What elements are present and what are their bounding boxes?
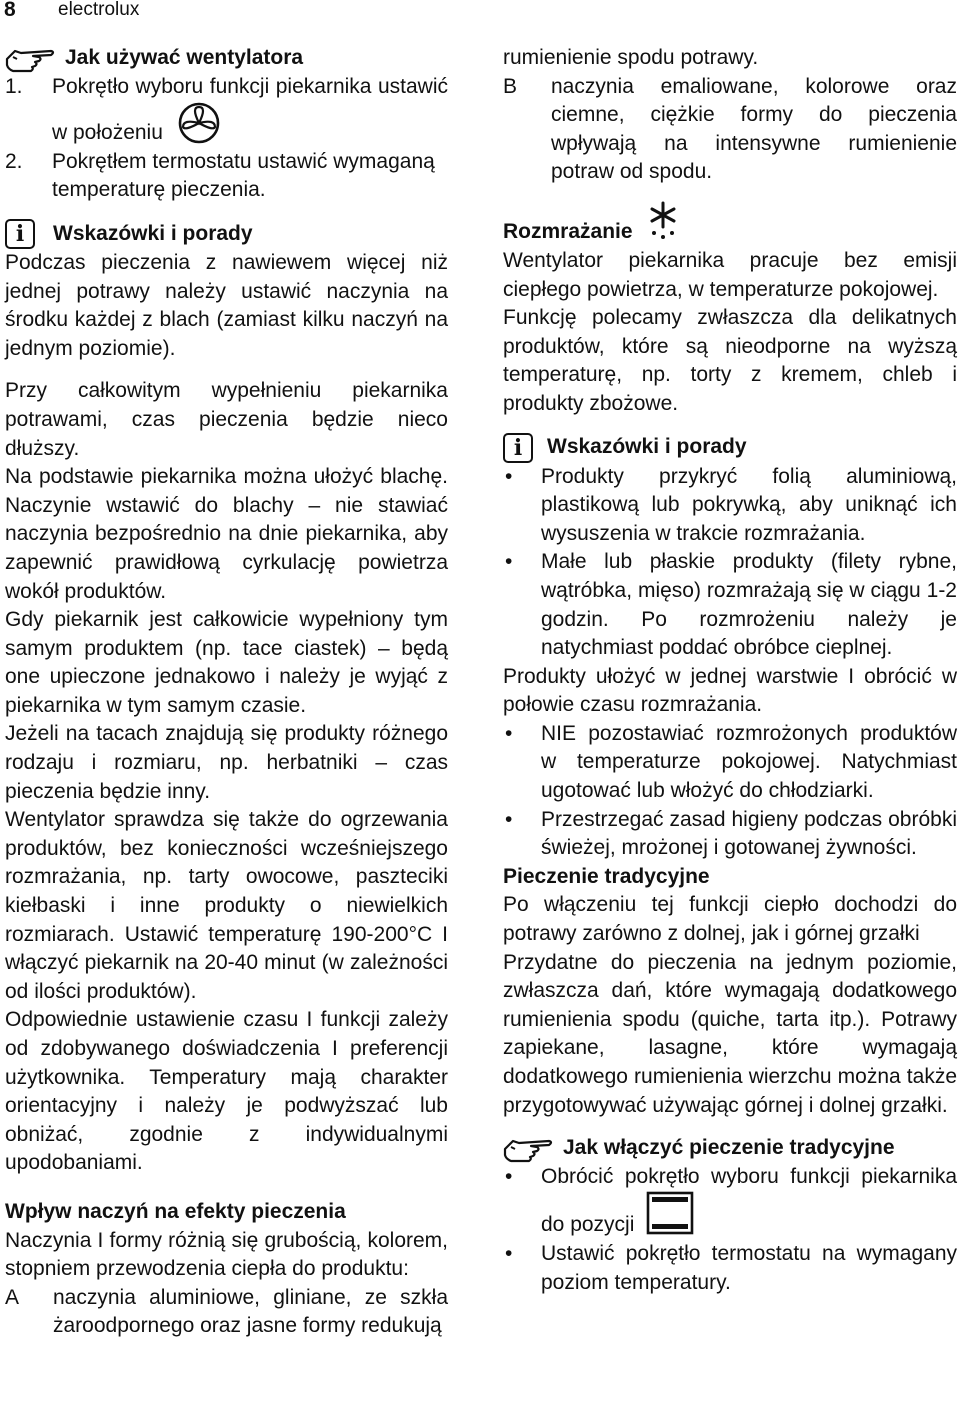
- tips-heading-row: [503, 433, 957, 463]
- fan-icon: [177, 101, 221, 145]
- paragraph: Podczas pieczenia z nawiewem więcej niż jednej potrawy należy ustawić naczynia na środku każdej z blach (zamiast kilku naczyń na jednym poziomie).: [5, 250, 448, 360]
- list-item: • Produkty przykryć folią aluminiową, plastikową lub pokrywką, aby uniknąć ich wysuszenia w trakcie rozmrażania.: [503, 463, 957, 549]
- defrost-heading: Rozmrażanie: [503, 220, 633, 244]
- fan-heading: Jak używać wentylatora: [65, 46, 304, 69]
- top-bottom-heat-icon: [646, 1191, 694, 1235]
- left-column: [5, 44, 448, 1341]
- dish-letter: A: [5, 1285, 20, 1309]
- dish-intro: Naczynia I formy różnią się grubością, kolorem, stopniem przewodzenia ciepła do produktu:: [5, 1228, 448, 1281]
- tips-heading: Wskazówki i porady: [547, 435, 747, 459]
- traditional-heading: Pieczenie tradycyjne: [503, 864, 710, 888]
- tips-list: [503, 720, 957, 863]
- step-number: 1.: [5, 74, 23, 98]
- step-item: [5, 148, 448, 205]
- defrost-heading-row: [503, 201, 957, 247]
- step-item: [5, 73, 448, 148]
- paragraph: Odpowiednie ustawienie czasu I funkcji zależy od zdobywanego doświadczenia I preferencji użytkownika. Temperatury mają charakter orientacyjny i należy je podwyższać lub obniżać, zgodnie z indywidualnymi upodobaniami.: [5, 1008, 448, 1175]
- paragraph: Gdy piekarnik jest całkowicie wypełniony tym samym produktem (np. tace ciastek) – będą one upieczone jednakowo i należy je wyjąć z piekarnika w tym samym czasie.: [5, 608, 448, 717]
- defrost-paragraph: Wentylator piekarnika pracuje bez emisji ciepłego powietrza, w temperaturze pokojowej.: [503, 248, 957, 301]
- dish-text: naczynia aluminiowe, gliniane, ze szkła żaroodpornego oraz jasne formy redukują: [53, 1285, 448, 1338]
- traditional-how-heading-row: [503, 1134, 957, 1163]
- paragraph: Na podstawie piekarnika można ułożyć blachę. Naczynie wstawić do blachy – nie stawiać naczynia bezpośrednio na dnie piekarnika, aby zapewnić prawidłową cyrkulację powietrza wokół produktów.: [5, 465, 448, 603]
- dish-letter: B: [503, 74, 518, 98]
- right-column: [503, 44, 957, 1297]
- dish-item-a: [5, 1284, 448, 1341]
- list-item-text: Obrócić pokrętło wyboru funkcji piekarnika do pozycji: [541, 1164, 957, 1237]
- dish-a-continuation: rumienienie spodu potrawy.: [503, 46, 759, 69]
- list-item: • Małe lub płaskie produkty (filety rybne, wątróbka, mięso) rozmrażają się w ciągu 1-2 godzin. Po rozmrożeniu należy je natychmiast poddać obróbce cieplnej.: [503, 548, 957, 662]
- traditional-steps: [503, 1163, 957, 1297]
- traditional-paragraph: Przydatne do pieczenia na jednym poziomie, zwłaszcza dań, które wymagają dodatkowego rumienienia spodu (quiche, tarta itp.). Potrawy zapiekane, lasagne, które wymagają dodatkowego rumienienia wierzchu można także przygotowywać używając górnej i dolnej grzałki.: [503, 950, 957, 1117]
- paragraph: Jeżeli na tacach znajdują się produkty różnego rodzaju i rozmiaru, np. herbatniki – czas pieczenia będzie inny.: [5, 722, 448, 803]
- dish-heading: Wpływ naczyń na efekty pieczenia: [5, 1199, 346, 1223]
- info-icon: i: [503, 433, 533, 463]
- step-number: 2.: [5, 149, 23, 173]
- tips-heading-row: [5, 219, 448, 249]
- tips-list: [503, 463, 957, 663]
- traditional-paragraph: Po włączeniu tej funkcji ciepło dochodzi do potrawy zarówno z dolnej, jak i górnej grzałki: [503, 893, 957, 946]
- page-number: 8: [4, 0, 16, 21]
- tips-heading: Wskazówki i porady: [53, 221, 253, 245]
- paragraph: Przy całkowitym wypełnieniu piekarnika potrawami, czas pieczenia będzie nieco dłuższy.: [5, 379, 448, 460]
- list-item: • Przestrzegać zasad higieny podczas obróbki świeżej, mrożonej i gotowanej żywności.: [503, 806, 957, 863]
- list-item: • Ustawić pokrętło termostatu na wymagany poziom temperatury.: [503, 1240, 957, 1297]
- traditional-how-heading: Jak włączyć pieczenie tradycyjne: [563, 1136, 895, 1160]
- brand-name: electrolux: [58, 0, 140, 20]
- list-item: [503, 1163, 957, 1240]
- dish-item-b: [503, 73, 957, 187]
- dish-text: naczynia emaliowane, kolorowe oraz ciemne, ciężkie formy do pieczenia wpływają na intensywne rumienienie potraw od spodu.: [551, 74, 957, 184]
- paragraph: Wentylator sprawdza się także do ogrzewania produktów, bez konieczności wcześniejszego rozmrażania, np. tarty owocowe, paszteciki kiełbaski i inne produkty o niewielkich rozmiarach. Ustawić temperaturę 190-200°C I włączyć piekarnik na 20-40 minut (w zależności od ilości produktów).: [5, 808, 448, 1003]
- step-text-content: Pokrętło wyboru funkcji piekarnika ustawić w położeniu: [52, 74, 448, 145]
- list-item: • NIE pozostawiać rozmrożonych produktów w temperaturze pokojowej. Natychmiast ugotować lub włożyć do chłodziarki.: [503, 720, 957, 806]
- fan-heading-row: [5, 44, 448, 73]
- step-text: [52, 73, 448, 148]
- tips-paragraph: Produkty ułożyć w jednej warstwie I obrócić w połowie czasu rozmrażania.: [503, 664, 957, 717]
- defrost-paragraph: Funkcję polecamy zwłaszcza dla delikatnych produktów, które są nieodporne na wyższą temperaturę, np. torty z kremem, chleb i produkty zbożowe.: [503, 306, 957, 415]
- snowflake-icon: [645, 201, 681, 241]
- step-text: Pokrętłem termostatu ustawić wymaganą temperaturę pieczenia.: [52, 149, 435, 202]
- fan-steps: [5, 73, 448, 205]
- pointing-hand-icon: [503, 1135, 555, 1163]
- pointing-hand-icon: [5, 45, 57, 73]
- info-icon: i: [5, 219, 35, 249]
